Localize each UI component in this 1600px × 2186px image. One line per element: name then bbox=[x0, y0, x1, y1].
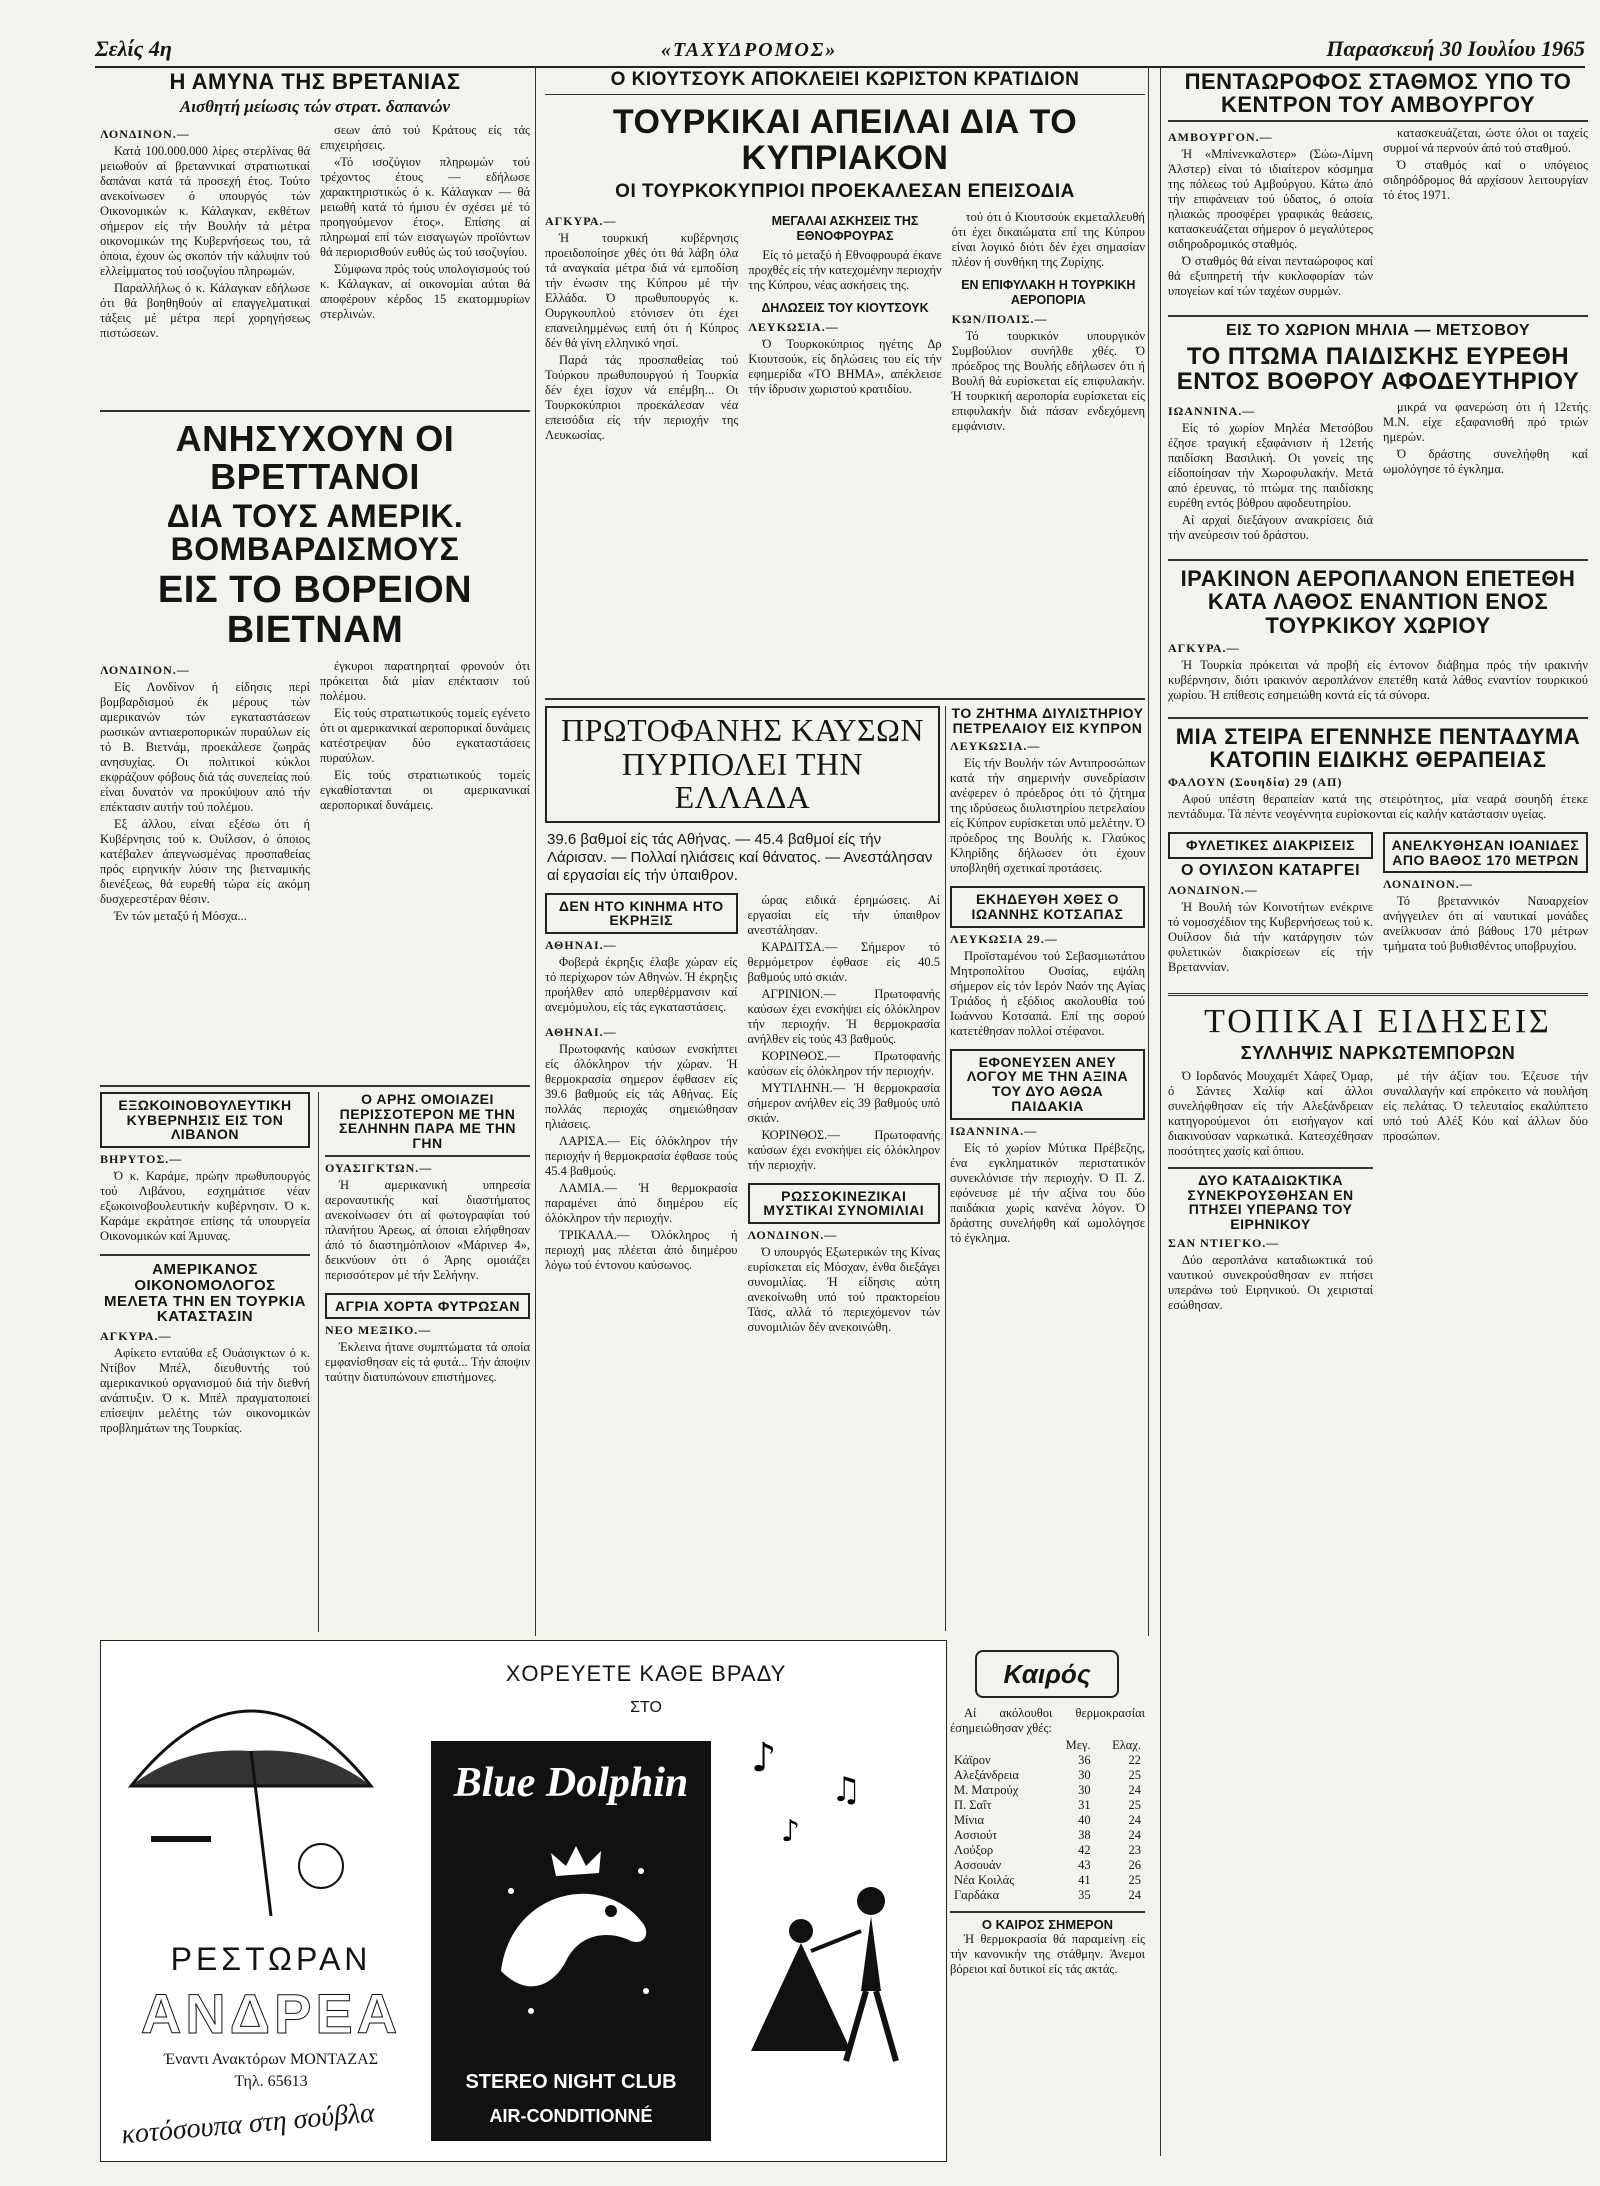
divider bbox=[100, 1085, 530, 1087]
paragraph: Ό Ιορδανός Μουχαμέτ Χάφεζ Όμαρ, ό Σάντες Χαλίφ καί άλλοι συνελήφθησαν είς τήν Αλεξάνδρειαν κατηγορούμενοι ότι εισήγαγον καί διακινούσαν ναρκωτικά. Κατεσχέθησαν ποσότητες χασίς καί όπιου. bbox=[1168, 1068, 1373, 1158]
headline: ΑΓΡΙΑ ΧΟΡΤΑ ΦΥΤΡΩΣΑΝ bbox=[325, 1293, 530, 1320]
temperature-cell: 31 bbox=[1078, 1798, 1091, 1812]
dateline: ΛΟΝΔΙΝΟΝ.— bbox=[100, 662, 190, 677]
dateline: ΑΘΗΝΑΙ.— bbox=[545, 1025, 617, 1040]
subheadline: Ο ΚΑΙΡΟΣ ΣΗΜΕΡΟΝ bbox=[950, 1911, 1145, 1932]
column-header: Μεγ. bbox=[1065, 1738, 1091, 1752]
paragraph: ΛΑΡΙΣΑ.— Είς όλόκληρον τήν περιοχήν ή θερμοκρασία έφθασε τούς 45.4 βαθμούς. bbox=[545, 1134, 738, 1179]
paragraph: Ό σταθμός θά είναι πενταώροφος καί θά εξυπηρετή τήν κυκλοφορίαν τών υπογείων καί τών ταχέων συρμών. bbox=[1168, 254, 1373, 299]
column-rule bbox=[945, 706, 946, 1631]
table-row bbox=[950, 1888, 1145, 1903]
temperature-cell: 24 bbox=[1128, 1828, 1141, 1842]
club-panel bbox=[431, 1741, 711, 2141]
ad-sto-text: ΣΤΟ bbox=[630, 1699, 662, 1716]
table-row bbox=[950, 1873, 1145, 1888]
table-row bbox=[950, 1783, 1145, 1798]
headline: ΜΙΑ ΣΤΕΙΡΑ ΕΓΕΝΝΗΣΕ ΠΕΝΤΑΔΥΜΑ ΚΑΤΟΠΙΝ ΕΙΔΙΚΗΣ ΘΕΡΑΠΕΙΑΣ bbox=[1168, 717, 1588, 771]
paragraph: Πρωτοφανής καύσων ενσκήπτει είς όλόκληρον τήν χώραν. Ή θερμοκρασία σημερον έφθασεν είς 39.6 βαθμούς είς τάς Αθήνας. Είς πολλάς περιοχάς σημειώθησαν ηλιάσεις. bbox=[545, 1042, 738, 1132]
paragraph: Είς τούς στρατιωτικούς τομείς εγκαθίστανται οι αμερικανικαί αεροπορικαί δυνάμεις. bbox=[320, 767, 530, 812]
paragraph: Αφού υπέστη θεραπείαν κατά της στειρότητος, μία νεαρά σουηδή έτεκε πεντάδυμα. Τά πέντε νεογέννητα ευρίσκονται είς καλήν κατάστασιν υγείας. bbox=[1168, 791, 1588, 821]
headline: ΕΞΩΚΟΙΝΟΒΟΥΛΕΥΤΙΚΗ ΚΥΒΕΡΝΗΣΙΣ ΕΙΣ ΤΟΝ ΛΙΒΑΝΟΝ bbox=[100, 1092, 310, 1148]
page-number: Σελίς 4η bbox=[95, 36, 172, 61]
dateline: ΟΥΑΣΙΓΚΤΩΝ.— bbox=[325, 1160, 433, 1175]
headline: ΕΚΗΔΕΥΘΗ ΧΘΕΣ Ο ΙΩΑΝΝΗΣ ΚΟΤΣΑΠΑΣ bbox=[950, 886, 1145, 927]
paragraph: κατασκευάζεται, ώστε όλοι οι ταχείς συρμοί νά περνούν άπό τού σταθμού. bbox=[1383, 126, 1588, 156]
dateline: ΛΕΥΚΩΣΙΑ.— bbox=[950, 739, 1041, 754]
table-row bbox=[950, 1843, 1145, 1858]
paragraph: Φοβερά έκρηξις έλαβε χώραν είς τό περίχωρον τών Αθηνών. Ή έκρηξις προήλθεν από υπερθέρμανσιν καί ανεμόμυλου, είς τάς εγκαταστάσεις. bbox=[545, 955, 738, 1015]
temperature-cell: 40 bbox=[1078, 1813, 1091, 1827]
svg-text:♫: ♫ bbox=[831, 1770, 862, 1810]
temperature-cell: 30 bbox=[1078, 1783, 1091, 1797]
headline: ΙΡΑΚΙΝΟΝ ΑΕΡΟΠΛΑΝΟΝ ΕΠΕΤΕΘΗ ΚΑΤΑ ΛΑΘΟΣ ΕΝΑΝΤΙΟΝ ΕΝΟΣ ΤΟΥΡΚΙΚΟΥ ΧΩΡΙΟΥ bbox=[1168, 559, 1588, 636]
dateline: ΛΕΥΚΩΣΙΑ 29.— bbox=[950, 931, 1058, 946]
paragraph: έγκυροι παρατηρηταί φρονούν ότι πρόκειται διά μίαν επέκτασιν τού πολέμου. bbox=[320, 658, 530, 703]
advertisement-restaurant bbox=[100, 1640, 947, 2162]
city-cell: Αλεξάνδρεια bbox=[954, 1768, 1019, 1782]
temperature-cell: 23 bbox=[1128, 1843, 1141, 1857]
table-row bbox=[950, 1813, 1145, 1828]
divider bbox=[545, 698, 1145, 700]
subheadline: ΟΙ ΤΟΥΡΚΟΚΥΠΡΙΟΙ ΠΡΟΕΚΑΛΕΣΑΝ ΕΠΕΙΣΟΔΙΑ bbox=[615, 181, 1075, 203]
dancers-icon bbox=[721, 1731, 936, 2131]
headline: ΑΜΕΡΙΚΑΝΟΣ ΟΙΚΟΝΟΜΟΛΟΓΟΣ ΜΕΛΕΤΑ ΤΗΝ ΕΝ ΤΟΥΡΚΙΑ ΚΑΤΑΣΤΑΣΙΝ bbox=[100, 1254, 310, 1325]
paragraph: Ή τουρκική κυβέρνησις προειδοποίησε χθές ότι θά λάβη όλα τά αναγκαία μέτρα διά νά εμποδίση τήν ένωσιν της Κύπρου μέ τήν Ελλάδα. Ό πρωθυπουργός κ. Ουργκουπλού ετόνισεν ότι έχει επανειλημμένως ειπή ότι ή Κύπρος δέν θά γίνη ελληνικό νησί. bbox=[545, 231, 739, 351]
table-row bbox=[950, 1828, 1145, 1843]
svg-text:♪: ♪ bbox=[751, 1735, 777, 1781]
paragraph: Τό τουρκικόν υπουργικόν Συμβούλιον συνήλθε χθές. Ό πρόεδρος της Βουλής εδήλωσεν ότι ή Βουλή θά ευρίσκεται είς επιφυλακήν. Ή τουρκική αεροπορία ευρίσκεται είς επιφυλακήν διά πάσαν ενδεχόμενη εμφάνισιν. bbox=[951, 329, 1145, 434]
subheadline: ΕΝ ΕΠΙΦΥΛΑΚΗ Η ΤΟΥΡΚΙΚΗ ΑΕΡΟΠΟΡΙΑ bbox=[961, 278, 1136, 308]
headline: ΤΟΥΡΚΙΚΑΙ ΑΠΕΙΛΑΙ ΔΙΑ ΤΟ ΚΥΠΡΙΑΚΟΝ bbox=[612, 102, 1078, 177]
paragraph: ΤΡΙΚΑΛΑ.— Όλόκληρος ή περιοχή μας πλέεται άπό διημέρου λόγω τού έντονου καύσωνος. bbox=[545, 1228, 738, 1273]
column-rule bbox=[1160, 66, 1161, 2156]
paragraph: Αφίκετο ενταύθα εξ Ουάσιγκτων ό κ. Ντίβον Μπέλ, διευθυντής τού αμερικανικού οργανισμού διά τήν διεθνή ανάπτυξιν. Ό κ. Μπέλ πραγματοποιεί επίσεψιν μελέτης τών οικονομικών προβλημάτων της Τουρκίας. bbox=[100, 1346, 310, 1436]
dateline: ΑΘΗΝΑΙ.— bbox=[545, 938, 617, 953]
temperature-cell: 36 bbox=[1078, 1753, 1091, 1767]
paragraph: ώρας ειδικά έρημώσεις. Αί εργασίαι είς τήν ύπαιθρον ανεστάλησαν. bbox=[747, 892, 940, 937]
paragraph: Είς Λονδίνον ή είδησις περί βομβαρδισμού έκ μέρους τών αμερικανών τών εγκαταστάσεων ρωσικών αντιαεροπορικών πυραύλων είς τό Β. Βιετνάμ, προεκάλεσε ζωηράς ανησυχίας. Οι πολιτικοί κύκλοι εκφράζουν φόβους διά τάς συνεπείας πού είναι δυνατόν να προκύψουν από τήν επέκτασιν αυτήν τού πολέμου. bbox=[100, 679, 310, 814]
restaurant-address: Έναντι Ανακτόρων ΜΟΝΤΑΖΑΣ bbox=[163, 2051, 379, 2068]
headline: ΔΕΝ ΗΤΟ ΚΙΝΗΜΑ ΗΤΟ ΕΚΡΗΞΙΣ bbox=[545, 893, 738, 934]
headline: ΤΟ ΖΗΤΗΜΑ ΔΙΥΛΙΣΤΗΡΙΟΥ ΠΕΤΡΕΛΑΙΟΥ ΕΙΣ ΚΥΠΡΟΝ bbox=[951, 706, 1144, 736]
headline: ΑΝΕΛΚΥΘΗΣΑΝ ΙΟΑΝΙΔΕΣ ΑΠΟ ΒΑΘΟΣ 170 ΜΕΤΡΩΝ bbox=[1383, 832, 1588, 873]
paragraph: Δύο αεροπλάνα καταδιωκτικά τού ναυτικού συνεκρούσθησαν εν πτήσει υπεράνω τού Ειρηνικού. Οι χειρισταί εσώθησαν. bbox=[1168, 1252, 1373, 1312]
dateline: ΑΓΚΥΡΑ.— bbox=[545, 214, 617, 229]
dateline: ΛΟΝΔΙΝΟΝ.— bbox=[1383, 877, 1473, 892]
paragraph: Ή Τουρκία πρόκειται νά προβή είς έντονον διάβημα πρός τήν ιρακινήν κυβέρνησιν, διότι ιρακινόν αεροπλάνον επετέθη κατά λάθος εναντίον τουρκικού χωρίου. Ή επίθεσις εσημειώθη κοντά είς τά σύνορα. bbox=[1168, 657, 1588, 702]
temperature-cell: 30 bbox=[1078, 1768, 1091, 1782]
paragraph: Παρά τάς προσπαθείας τού Τούρκου πρωθυπουργού ή Τουρκία δέν έχει ίσχυν νά επέμβη... Οι Τουρκοκύπριοι προεκάλεσαν νέα επεισόδια είς τήν περιοχήν της Λευκωσίας. bbox=[545, 353, 739, 443]
paragraph: ΜΥΤΙΛΗΝΗ.— Ή θερμοκρασία σήμερον ανήλθεν είς 39 βαθμούς υπό σκιάν. bbox=[747, 1080, 940, 1125]
paragraph: Ό σταθμός καί ο υπόγειος σιδηρόδρομος θά αρχίσουν λειτουργίαν τό έτος 1971. bbox=[1383, 158, 1588, 203]
subheadline: ΕΙΣ ΤΟ ΧΩΡΙΟΝ ΜΗΛΙΑ — ΜΕΤΣΟΒΟΥ bbox=[1168, 315, 1588, 340]
dateline: ΦΑΛΟΥΝ (Σουηδία) 29 (ΑΠ) bbox=[1168, 774, 1343, 789]
dateline: ΝΕΟ ΜΕΞΙΚΟ.— bbox=[325, 1323, 432, 1338]
city-cell: Μίνια bbox=[954, 1813, 985, 1827]
city-cell: Λούξορ bbox=[954, 1843, 994, 1857]
restaurant-name: ΑΝΔΡΕΑ bbox=[140, 1982, 402, 2045]
paragraph: Αί ακόλουθοι θερμοκρασίαι έσημειώθησαν χθές: bbox=[950, 1706, 1145, 1735]
paragraph: σεων άπό τού Κράτους είς τάς επιχειρήσεις. bbox=[320, 123, 530, 153]
paragraph: Αί αρχαί διεξάγουν ανακρίσεις διά τήν ανεύρεσιν τού δράστου. bbox=[1168, 513, 1373, 543]
right-column bbox=[1168, 70, 1588, 2160]
paragraph: Προϊσταμένου τού Σεβασμιωτάτου Μητροπολίτου Ουσίας, εψάλη σήμερον είς τόν Ιερόν Ναόν της Αγίας Τριάδος ή εξόδιος ακολουθία τού Ιωάννου Κοτσαπά. Επί της σορού κατετέθησαν πολλοί στέφανοι. bbox=[950, 948, 1145, 1038]
paragraph: μέ τήν άξίαν του. Έζευσε τήν συναλλαγήν καί επρόκειτο νά πουλήση είς πελάτας. Ό τελευταίος εκαλύπτετο υπό τού Αλέξ Κόυ καί άλλων δύο προσώπων. bbox=[1383, 1068, 1588, 1143]
headline: ΕΙΣ ΤΟ ΒΟΡΕΙΟΝ ΒΙΕΤΝΑΜ bbox=[157, 568, 473, 651]
column-rule bbox=[1148, 66, 1149, 1636]
temperature-cell: 41 bbox=[1078, 1873, 1091, 1887]
city-cell: Ασσουάν bbox=[954, 1858, 1002, 1872]
restaurant-label: ΡΕΣΤΩΡΑΝ bbox=[170, 1941, 372, 1977]
temperature-cell: 22 bbox=[1128, 1753, 1141, 1767]
table-row bbox=[950, 1768, 1145, 1783]
club-subtitle: STEREO NIGHT CLUB bbox=[465, 2071, 677, 2093]
table-row bbox=[950, 1753, 1145, 1768]
paragraph: Είς τό μεταξύ ή Εθνοφρουρά έκανε προχθές είς τήν κατεχομένην περιοχήν της Κύπρου, νέας ασκήσεις της. bbox=[748, 248, 942, 293]
temperature-table bbox=[950, 1738, 1145, 1903]
paragraph: ΚΟΡΙΝΘΟΣ.— Πρωτοφανής καύσων έχει ενσκήψει είς όλόκληρον τήν περιοχήν. bbox=[747, 1127, 940, 1172]
headline: ΠΥΡΠΟΛΕΙ ΤΗΝ ΕΛΛΑΔΑ bbox=[621, 745, 864, 816]
dateline: ΛΟΝΔΙΝΟΝ.— bbox=[1168, 883, 1258, 898]
city-cell: Μ. Ματρούχ bbox=[954, 1783, 1019, 1797]
temperature-cell: 35 bbox=[1078, 1888, 1091, 1902]
newspaper-name: «ΤΑΧΥΔΡΟΜΟΣ» bbox=[661, 39, 838, 61]
temperature-cell: 25 bbox=[1128, 1768, 1141, 1782]
paragraph: Έκλεινα ήτανε συμπτώματα τά οποία εμφανίσθησαν είς τά φυτά... Τήν άποψιν ταύτην διατυπώνουν επιστήμονες. bbox=[325, 1340, 530, 1385]
headline: Η ΑΜΥΝΑ ΤΗΣ ΒΡΕΤΑΝΙΑΣ bbox=[169, 70, 461, 94]
weather-logo: Καιρός bbox=[975, 1650, 1119, 1698]
city-cell: Π. Σαΐτ bbox=[954, 1798, 992, 1812]
paragraph: Ό Τουρκοκύπριος ηγέτης Δρ Κιουτσούκ, είς δηλώσεις του είς τήν εφημερίδα «ΤΟ ΒΗΜΑ», απέκλεισε τήν ίδρυσιν χωριστού κρατιδίου. bbox=[748, 337, 942, 397]
column-header: Ελαχ. bbox=[1112, 1738, 1141, 1752]
paragraph: Ή θερμοκρασία θά παραμείνη είς τήν κανονικήν της στάθμην. Άνεμοι βόρειοι καί δυτικοί είς τάς ακτάς. bbox=[950, 1932, 1145, 1976]
article-cyprus-refinery bbox=[950, 706, 1145, 1631]
dateline: ΛΕΥΚΩΣΙΑ.— bbox=[748, 320, 839, 335]
restaurant-phone: Τηλ. 65613 bbox=[234, 2073, 308, 2090]
paragraph: Είς τό χωρίον Μύτικα Πρέβεζης, ένα εγκληματικόν περιστατικόν συνεκλόνισε τήν περιοχήν. Ό Π. Ζ. εφόνευσε μέ τήν αξίνα του δύο παιδάκια χωρίς κανένα λόγον. Ό δράστης συνελήφθη καί ωμολόγησε τό έγκλημα. bbox=[950, 1140, 1145, 1245]
dateline: ΣΑΝ ΝΤΙΕΓΚΟ.— bbox=[1168, 1235, 1280, 1250]
dateline: ΙΩΑΝΝΙΝΑ.— bbox=[950, 1123, 1038, 1138]
kicker: Ο ΚΙΟΥΤΣΟΥΚ ΑΠΟΚΛΕΙΕΙ ΚΩΡΙΣΤΟΝ ΚΡΑΤΙΔΙΟΝ bbox=[545, 70, 1145, 95]
issue-date: Παρασκευή 30 Ιουλίου 1965 bbox=[1326, 36, 1585, 61]
temperature-cell: 24 bbox=[1128, 1783, 1141, 1797]
temperature-cell: 25 bbox=[1128, 1873, 1141, 1887]
temperature-cell: 38 bbox=[1078, 1828, 1091, 1842]
article-cyprus-turkish-threats bbox=[545, 70, 1145, 690]
headline: ΔΙΑ ΤΟΥΣ ΑΜΕΡΙΚ. ΒΟΜΒΑΡΔΙΣΜΟΥΣ bbox=[166, 497, 464, 568]
city-cell: Ασσιούτ bbox=[954, 1828, 998, 1842]
headline: ΠΡΩΤΟΦΑΝΗΣ ΚΑΥΣΩΝ bbox=[560, 712, 925, 748]
headline: ΕΦΟΝΕΥΣΕΝ ΑΝΕΥ ΛΟΓΟΥ ΜΕ ΤΗΝ ΑΞΙΝΑ ΤΟΥ ΔΥΟ ΑΘΩΑ ΠΑΙΔΑΚΙΑ bbox=[950, 1049, 1145, 1120]
headline: ΡΩΣΣΟΚΙΝΕΖΙΚΑΙ ΜΥΣΤΙΚΑΙ ΣΥΝΟΜΙΛΙΑΙ bbox=[748, 1183, 941, 1224]
paragraph: Ή «Μπίνενκαλστερ» (Σώω-Λίμνη Άλστερ) είναι τό ιδιαίτερον κόσμημα της πόλεως τού Αμβούργου. Κάτω άπό τήν επιφάνειαν τού ύδατος, ό οποία ηλιακώς προσφέρει γραφικάς θεάσεις, κατασκευάζεται σήμερον ό μεγαλύτερος σιδηροδρομικός σταθμός. bbox=[1168, 147, 1373, 252]
dateline: ΑΓΚΥΡΑ.— bbox=[1168, 640, 1240, 655]
article-mars bbox=[325, 1092, 530, 1632]
paragraph: Τό βρεταννικόν Ναυαρχείον ανήγγειλεν ότι αί ναυτικαί μονάδες ανείλκυσαν άπό βάθους 170 μέτρων τμήματα τού βυθισθέντος υποβρυχίου. bbox=[1383, 894, 1588, 954]
club-aircon: AIR-CONDITIONNÉ bbox=[489, 2106, 653, 2126]
paragraph: Ή αμερικανική υπηρεσία αεροναυτικής καί διαστήματος ανεκοίνωσεν ότι αί φωτογραφίαι τού πλανήτου Άρεως, αί όποιαι ελήφθησαν άπό τό διαστημόπλοιον «Μάρινερ 4», δεικνύουν ότι ό Άρης ομοιάζει περισσότερον μέ τήν Σελήνην. bbox=[325, 1177, 530, 1282]
svg-text:♪: ♪ bbox=[781, 1814, 801, 1849]
paragraph: Ό κ. Καράμε, πρώην πρωθυπουργός τού Λιβάνου, εσχημάτισε νέαν εξωκοινοβουλευτικήν κυβέρνησιν. Ό κ. Καράμε εκράτησε επίσης τά υπουργεία Οικονομικών καί Άμυνας. bbox=[100, 1169, 310, 1244]
temperature-cell: 43 bbox=[1078, 1858, 1091, 1872]
column-rule bbox=[535, 66, 536, 1636]
dateline: ΑΜΒΟΥΡΓΟΝ.— bbox=[1168, 130, 1273, 145]
headline: Ο ΟΥΙΛΣΟΝ ΚΑΤΑΡΓΕΙ bbox=[1180, 861, 1361, 879]
temperature-cell: 25 bbox=[1128, 1798, 1141, 1812]
temperature-cell: 42 bbox=[1078, 1843, 1091, 1857]
paragraph: Ή Βουλή τών Κοινοτήτων ενέκρινε τό νομοσχέδιον της Κυβερνήσεως τού κ. Ουίλσον διά τήν κατάργησιν τών φυλετικών διακρίσεων είς τήν Βρεταννίαν. bbox=[1168, 900, 1373, 975]
dateline: ΒΗΡΥΤΟΣ.— bbox=[100, 1152, 183, 1167]
headline: Ο ΑΡΗΣ ΟΜΟΙΑΖΕΙ ΠΕΡΙΣΣΟΤΕΡΟΝ ΜΕ ΤΗΝ ΣΕΛΗΝΗΝ ΠΑΡΑ ΜΕ ΤΗΝ ΓΗΝ bbox=[325, 1092, 530, 1157]
dateline: ΑΓΚΥΡΑ.— bbox=[100, 1329, 172, 1344]
column-rule bbox=[318, 1092, 319, 1632]
dateline: ΙΩΑΝΝΙΝΑ.— bbox=[1168, 404, 1256, 419]
temperature-cell: 26 bbox=[1128, 1858, 1141, 1872]
paragraph: ΚΟΡΙΝΘΟΣ.— Πρωτοφανής καύσων είς όλόκληρον τήν περιοχήν. bbox=[747, 1048, 940, 1078]
subheadline: 39.6 βαθμοί είς τάς Αθήνας. — 45.4 βαθμοί είς τήν Λάρισαν. — Πολλαί ηλιάσεις καί θάνατος. — Ανεστάλησαν αί εργασίαι είς τήν ύπαιθρον. bbox=[547, 830, 933, 884]
article-britain-defence bbox=[100, 70, 530, 405]
paragraph: ΑΓΡΙΝΙΟΝ.— Πρωτοφανής καύσων έχει ενσκήψει είς όλόκληρον τήν περιοχήν. Ή θερμοκρασία ανήλθεν είς τούς 43 βαθμούς. bbox=[747, 986, 940, 1046]
paragraph: Είς τήν Βουλήν τών Αντιπροσώπων κατά τήν σημερινήν συνεδρίασιν ανέφερεν ό πρόεδρος ότι τό ζήτημα της ιδρύσεως διυλιστηρίου πετρελαίου είς Κύπρον ευρίσκεται υπό μελέτην. Ό πρόεδρος της Βουλής κ. Γλαύκος Κληρίδης δήλωσεν ότι έχουν υποβληθή σχετικαί προτάσεις. bbox=[950, 756, 1145, 876]
paragraph: ΛΑΜΙΑ.— Ή θερμοκρασία παραμένει άπό διημέρου είς όλόκληρον τήν περιοχήν. bbox=[545, 1181, 738, 1226]
subheadline: ΜΕΓΑΛΑΙ ΑΣΚΗΣΕΙΣ ΤΗΣ ΕΘΝΟΦΡΟΥΡΑΣ bbox=[771, 214, 919, 244]
headline: ΦΥΛΕΤΙΚΕΣ ΔΙΑΚΡΙΣΕΙΣ bbox=[1168, 832, 1373, 859]
club-name: Blue Dolphin bbox=[453, 1760, 689, 1806]
dateline: ΚΩΝ/ΠΟΛΙΣ.— bbox=[951, 312, 1048, 327]
paragraph: Παραλλήλως ό κ. Κάλαγκαν εδήλωσε ότι θά βοηθηθούν αί επαγγελματικαί τάξεις μέ μέτρα περί χορηγήσεως πιστώσεων. bbox=[100, 281, 310, 341]
subheadline: ΔΗΛΩΣΕΙΣ ΤΟΥ ΚΙΟΥΤΣΟΥΚ bbox=[761, 301, 929, 316]
paragraph: ΚΑΡΔΙΤΣΑ.— Σήμερον τό θερμόμετρον έφθασε είς 40.5 βαθμούς υπό σκιάν. bbox=[747, 939, 940, 984]
dateline: ΛΟΝΔΙΝΟΝ.— bbox=[100, 127, 190, 142]
city-cell: Γαρδάκα bbox=[954, 1888, 1000, 1902]
headline: ΔΥΟ ΚΑΤΑΔΙΩΚΤΙΚΑ ΣΥΝΕΚΡΟΥΣΘΗΣΑΝ ΕΝ ΠΤΗΣΕΙ ΥΠΕΡΑΝΩ ΤΟΥ ΕΙΡΗΝΙΚΟΥ bbox=[1168, 1167, 1373, 1232]
dolphin-icon bbox=[471, 1831, 671, 2031]
city-cell: Κάϊρον bbox=[954, 1753, 991, 1767]
headline: ΑΝΗΣΥΧΟΥΝ ΟΙ ΒΡΕΤΤΑΝΟΙ bbox=[175, 420, 455, 497]
subheadline: ΣΥΛΛΗΨΙΣ ΝΑΡΚΩΤΕΜΠΟΡΩΝ bbox=[1240, 1043, 1516, 1063]
paragraph: τού ότι ό Κιουτσούκ εκμεταλλευθή ότι έχει δικαιώματα επί της Κύπρου είναι λογικό διότι δέν έχει σημασίαν πλέον ή συνθήκη της Ζυρίχης. bbox=[951, 210, 1145, 270]
subheadline: Αισθητή μείωσις τών στρατ. δαπανών bbox=[179, 97, 451, 117]
umbrella-icon bbox=[121, 1666, 381, 1926]
section-title: ΤΟΠΙΚΑΙ ΕΙΔΗΣΕΙΣ bbox=[1168, 993, 1588, 1040]
paragraph: «Τό ισοζύγιον πληρωμών τού τρέχοντος έτους — εδήλωσε χαρακτηριστικώς ό κ. Κάλαγκαν — θά μειωθή κατά τό ήμισυ έν σχέσει μέ τό προηγούμενον έτος». Επίσης αί πληρωμαί επί τών εισαγωγών προϊόντων θά περιορισθούν ευθύς ώς τού ισοζυγίου. bbox=[320, 155, 530, 260]
article-vietnam-bombing bbox=[100, 420, 530, 1075]
paragraph: μικρά να φανερώση ότι ή 12ετής Μ.Ν. είχε εξαφανισθή πρό τριών ημερών. bbox=[1383, 400, 1588, 445]
paragraph: Είς τούς στρατιωτικούς τομείς εγένετο ότι οι αμερικανικαί αεροπορικαί δυνάμεις κατέστρεψαν δύο εγκαταστάσεις πυραύλων. bbox=[320, 705, 530, 765]
divider bbox=[100, 410, 530, 412]
headline: ΤΟ ΠΤΩΜΑ ΠΑΙΔΙΣΚΗΣ ΕΥΡΕΘΗ ΕΝΤΟΣ ΒΟΘΡΟΥ ΑΦΟΔΕΥΤΗΡΙΟΥ bbox=[1176, 342, 1580, 396]
restaurant-slogan: κοτόσουπα στη σούβλα bbox=[120, 2097, 376, 2151]
paragraph: Κατά 100.000.000 λίρες στερλίνας θά μειωθούν αί βρεταννικαί στρατιωτικαί δαπάναι κατά τά προσεχή έτος. Τούτο ανεκοίνωσεν ό υπουργός τών Οικονομικών κ. Κάλαγκαν, εκθέτων σήμερον είς τήν Βουλήν τά μέτρα οικονομικών της Κυβερνήσεως του, τά όποια, έχουν ώς σκοπόν τήν κάλυψιν τού ελλείμματος τού ισοζυγίου πληρωμών. bbox=[100, 144, 310, 279]
dateline: ΛΟΝΔΙΝΟΝ.— bbox=[747, 1228, 838, 1243]
headline: ΠΕΝΤΑΩΡΟΦΟΣ ΣΤΑΘΜΟΣ ΥΠΟ ΤΟ ΚΕΝΤΡΟΝ ΤΟΥ ΑΜΒΟΥΡΓΟΥ bbox=[1168, 70, 1588, 122]
paragraph: Σύμφωνα πρός τούς υπολογισμούς τού κ. Κάλαγκαν, αί οικονομίαι αύται θά αποφέρουν κέρδος 15 εκατομμυρίων στερλινών. bbox=[320, 262, 530, 322]
table-row bbox=[950, 1858, 1145, 1873]
paragraph: Ό δράστης συνελήφθη καί ωμολόγησε τό έγκλημα. bbox=[1383, 447, 1588, 477]
paragraph: Ό υπουργός Εξωτερικών της Κίνας ευρίσκεται είς Μόσχαν, ένθα διεξάγει συνομιλίας. Ή είδησις αύτη ανεκοίνωθη υπό τού πρακτορείου Τάσς, αλλά τό περιεχόμενον τών συνομιλιών δέν ανεκοινώθη. bbox=[747, 1245, 940, 1335]
table-row bbox=[950, 1798, 1145, 1813]
ad-dance-text: ΧΟΡΕΥΕΤΕ ΚΑΘΕ ΒΡΑΔΥ bbox=[505, 1661, 787, 1686]
weather-box bbox=[950, 1640, 1145, 2160]
paragraph: Είς τό χωρίον Μηλέα Μετσόβου έζησε τραγική εξαφάνισιν ή 12ετής παιδίσκη Βασιλική. Οι γονείς της είδοποίησαν τήν Χωροφυλακήν. Μετά από έρευνας, τό πτώμα της παιδίσκης ευρέθη εντός βόθρου αφοδευτηρίου. bbox=[1168, 421, 1373, 511]
temperature-cell: 24 bbox=[1128, 1888, 1141, 1902]
paragraph: Εξ άλλου, είναι εξέσω ότι ή Κυβέρνησις τού κ. Ουίλσον, ό όποιος κατέβαλεν άπεγνωσμένας προσπαθείας πρός ειρηνικήν λύσιν της βιετναμικής διενέξεως, θά ευρεθή τώρα είς ακόμη δυσχερεστέραν θέσιν. bbox=[100, 816, 310, 906]
article-heat-wave bbox=[545, 706, 940, 1631]
city-cell: Νέα Κοιλάς bbox=[954, 1873, 1015, 1887]
article-lebanon bbox=[100, 1092, 310, 1632]
paragraph: Έν τών μεταξύ ή Μόσχα... bbox=[114, 908, 247, 923]
temperature-cell: 24 bbox=[1128, 1813, 1141, 1827]
masthead bbox=[95, 28, 1585, 68]
